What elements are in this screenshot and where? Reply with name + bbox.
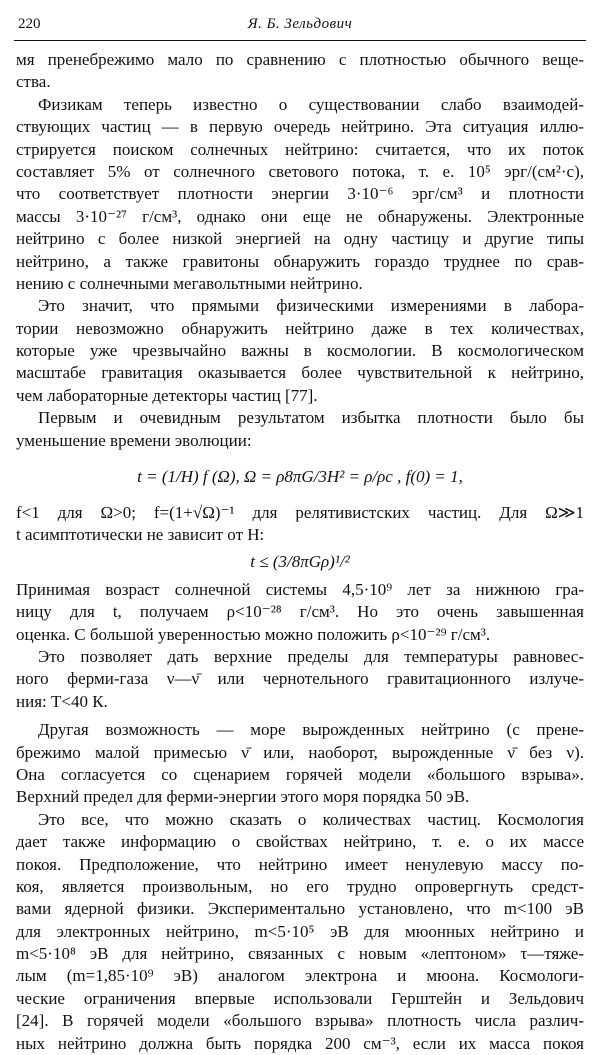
text-line: нейтрино, а также гравитоны обнаружить гораздо труднее по срав- — [16, 251, 584, 271]
text-line: t асимптотически не зависит от H: — [16, 525, 265, 545]
text-line: нению с солнечными мегавольтными нейтрино. — [16, 273, 363, 293]
text-line: Она согласуется со сценарием горячей модели «большого взрыва». — [16, 764, 584, 784]
text-line: ствующих частиц — в первую очередь нейтрино. Эта ситуация иллю- — [16, 117, 584, 137]
text-line: Первым и очевидным результатом избытка плотности было бы — [38, 408, 584, 428]
text-line: ного ферми-газа ν—ν̄ или чернотельного гравитационного излуче- — [16, 669, 584, 689]
text-line: чем лабораторные детекторы частиц [77]. — [16, 385, 318, 405]
text-line: брежимо малой примесью ν̄ или, наоборот, вырожденные ν̄ без ν). — [16, 742, 584, 762]
text-line: Другая возможность — море вырожденных нейтрино (с прене- — [38, 720, 584, 740]
running-head: Я. Б. Зельдович — [247, 16, 353, 32]
text-line: вами ядерной физики. Экспериментально установлено, что m<100 эВ — [16, 899, 584, 919]
text-line: Это значит, что прямыми физическими измерениями в лабора- — [38, 296, 584, 316]
text-line: m<5·10⁸ эВ для нейтрино, связанных с новым «лептоном» τ—тяже- — [16, 944, 584, 964]
text-line: Это все, что можно сказать о количествах частиц. Космология — [38, 809, 584, 829]
text-line: Верхний предел для ферми-энергии этого моря порядка 50 эВ. — [16, 787, 470, 807]
text-line: массы 3·10⁻²⁷ г/см³, однако они еще не обнаружены. Электронные — [16, 206, 584, 226]
page-number: 220 — [18, 16, 41, 32]
text-line: ния: T<40 К. — [16, 691, 108, 711]
equation-evolution-time: t = (1/H) f (Ω), Ω = ρ8πG/3H² = ρ/ρc , f(0) = 1, — [137, 467, 463, 487]
text-line: уменьшение времени эволюции: — [16, 430, 252, 450]
text-line: тории невозможно обнаружить нейтрино даже в тех количествах, — [16, 318, 584, 338]
text-line: нейтрино с более низкой энергией на одну частицу и другие типы — [16, 229, 584, 249]
text-line: ческие ограничения впервые использовали Герштейн и Зельдович — [16, 988, 584, 1008]
text-line: дает также информацию о свойствах нейтрино, т. е. о их массе — [16, 832, 584, 852]
page-header — [14, 14, 586, 41]
text-line: покоя. Предположение, что нейтрино имеет ненулевую массу по- — [16, 854, 584, 874]
equation-time-bound: t ≤ (3/8πGρ)¹/² — [250, 551, 350, 571]
text-line: оценка. С большой уверенностью можно положить ρ<10⁻²⁹ г/см³. — [16, 624, 491, 644]
text-line: Это позволяет дать верхние пределы для температуры равновес- — [38, 646, 584, 666]
text-line: что соответствует плотности энергии 3·10⁻⁶ эрг/см³ и плотности — [16, 184, 584, 204]
text-line: которые уже чрезвычайно важны в космологии. В космологическом — [16, 341, 584, 361]
text-line: коя, является произвольным, но его трудно опровергнуть средст- — [16, 876, 584, 896]
text-line: составляет 5% от солнечного светового потока, т. е. 10⁵ эрг/(см²·с), — [16, 161, 584, 181]
text-line: масштабе гравитация оказывается более чувствительной к нейтрино, — [16, 363, 584, 383]
text-line: [24]. В горячей модели «большого взрыва» плотность числа различ- — [16, 1011, 584, 1031]
text-line: f<1 для Ω>0; f=(1+√Ω)⁻¹ для релятивистских частиц. Для Ω≫1 — [16, 503, 584, 523]
text-line: ства. — [16, 72, 51, 92]
body-text — [16, 49, 584, 1055]
text-line: мя пренебрежимо мало по сравнению с плотностью обычного веще- — [16, 50, 584, 69]
text-line: Принимая возраст солнечной системы 4,5·10⁹ лет за нижнюю гра- — [16, 579, 584, 599]
text-line: лым (m=1,85·10⁹ эВ) аналогом электрона и мюона. Космологи- — [16, 966, 584, 986]
text-line: для электронных нейтрино, m<5·10⁵ эВ для мюонных нейтрино и — [16, 921, 584, 941]
text-line: ницу для t, получаем ρ<10⁻²⁸ г/см³. Но это очень завышенная — [16, 602, 584, 622]
text-line: Физикам теперь известно о существовании слабо взаимодей- — [38, 94, 584, 114]
text-line: ных нейтрино должна быть порядка 200 см⁻³, если их масса покоя — [16, 1033, 584, 1053]
text-line: стрируется поиском солнечных нейтрино: считается, что их поток — [16, 139, 584, 159]
